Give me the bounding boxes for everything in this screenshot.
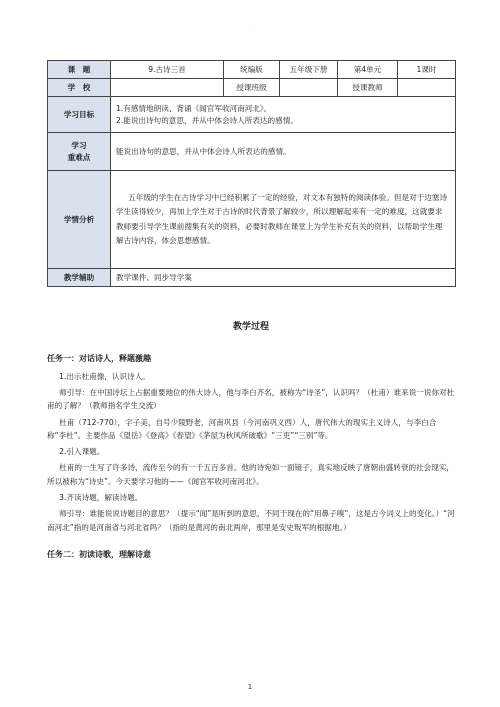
paragraph: 3.齐读诗题，解读诗题。 xyxy=(59,493,143,502)
class-value xyxy=(280,79,338,97)
page-number: 1 xyxy=(247,683,253,691)
header-mark: · xyxy=(249,24,251,30)
row-key-points xyxy=(48,133,456,171)
label-school: 学 校 xyxy=(48,79,111,97)
paragraph: 杜甫的一生写了许多诗，流传至今的有一千五百多首。他的诗宛如一面镜子，真实地反映了唐朝由盛转衰的社会现实，所以被称为“诗史”。今天要学习他的——《闻官军收河南河北》。 xyxy=(47,463,455,486)
paragraph: 1.出示杜甫像，认识诗人。 xyxy=(59,371,150,381)
label-class: 授课班级 xyxy=(224,79,280,97)
label-lesson: 课 题 xyxy=(48,61,111,79)
paragraph: 师引导：在中国诗坛上占据重要地位的伟大诗人，他与李白齐名，被称为“诗圣”，认识吗？（杜甫）谁来说一说你对杜甫的了解？（教师指名学生交流） xyxy=(47,388,455,411)
row-lesson xyxy=(48,61,456,79)
edition: 统编版 xyxy=(224,61,280,79)
aids-text: 教学课件、同步导学案 xyxy=(111,269,456,287)
row-goals xyxy=(48,97,456,133)
key-points-text: 能说出诗句的意思，并从中体会诗人所表达的感情。 xyxy=(111,133,456,171)
label-teacher: 授课教师 xyxy=(338,79,398,97)
row-school xyxy=(48,79,456,97)
label-goals: 学习目标 xyxy=(48,97,111,133)
paragraph: 杜甫（712-770），字子美，自号少陵野老，河南巩县（今河南巩义西）人，唐代伟大的现实主义诗人，与李白合称“李杜”。主要作品《望岳》《登高》《春望》《茅屋为秋风所破歌》“三吏”“三别”等。 xyxy=(47,417,437,440)
goal-item: 1.有感情地朗读、背诵《闻官军收河南河北》。 xyxy=(116,103,272,113)
row-aids xyxy=(48,269,456,287)
teacher-value xyxy=(398,79,456,97)
paragraph: 2.引入课题。 xyxy=(59,447,105,457)
label-analysis: 学情分析 xyxy=(48,171,111,269)
label-key-points: 学习 重难点 xyxy=(48,133,111,171)
goal-item: 2.能说出诗句的意思，并从中体会诗人所表达的感情。 xyxy=(116,115,298,125)
hours: 1课时 xyxy=(398,61,456,79)
teaching-process xyxy=(47,320,455,566)
analysis-text: 五年级的学生在古诗学习中已经积累了一定的经验，对文本有独特的阅读体验。但是对于边塞诗学生读得较少，再加上学生对于古诗的时代背景了解较少，所以理解起来有一定的难度，这就要求教师要引导学生课前搜集有关的资料，必要时教师在课堂上为学生补充有关的资料，以帮助学生理解古诗内容，体会思想感情。 xyxy=(111,171,456,269)
label-aids: 教学辅助 xyxy=(48,269,111,287)
section-title: 教学过程 xyxy=(232,322,269,332)
lesson-info-table xyxy=(47,60,456,287)
paragraph: 师引导：谁能说说诗题目的意思？（提示“闻”是听到的意思，不同于现在的“用鼻子嗅”，这是古今词义上的变化。）“河南河北”指的是河南省与河北省吗？（指的是黄河的南北两岸，那里是安史叛军的根据地。） xyxy=(47,509,455,532)
school-value xyxy=(111,79,224,97)
lesson-title: 9.古诗三首 xyxy=(111,61,224,79)
unit: 第4单元 xyxy=(338,61,398,79)
goals-content xyxy=(111,97,456,133)
grade: 五年级下册 xyxy=(280,61,338,79)
task-heading: 任务一：对话诗人，释题激趣 xyxy=(47,353,151,363)
row-analysis xyxy=(48,171,456,269)
task-heading: 任务二：初读诗歌，理解诗意 xyxy=(47,549,151,559)
